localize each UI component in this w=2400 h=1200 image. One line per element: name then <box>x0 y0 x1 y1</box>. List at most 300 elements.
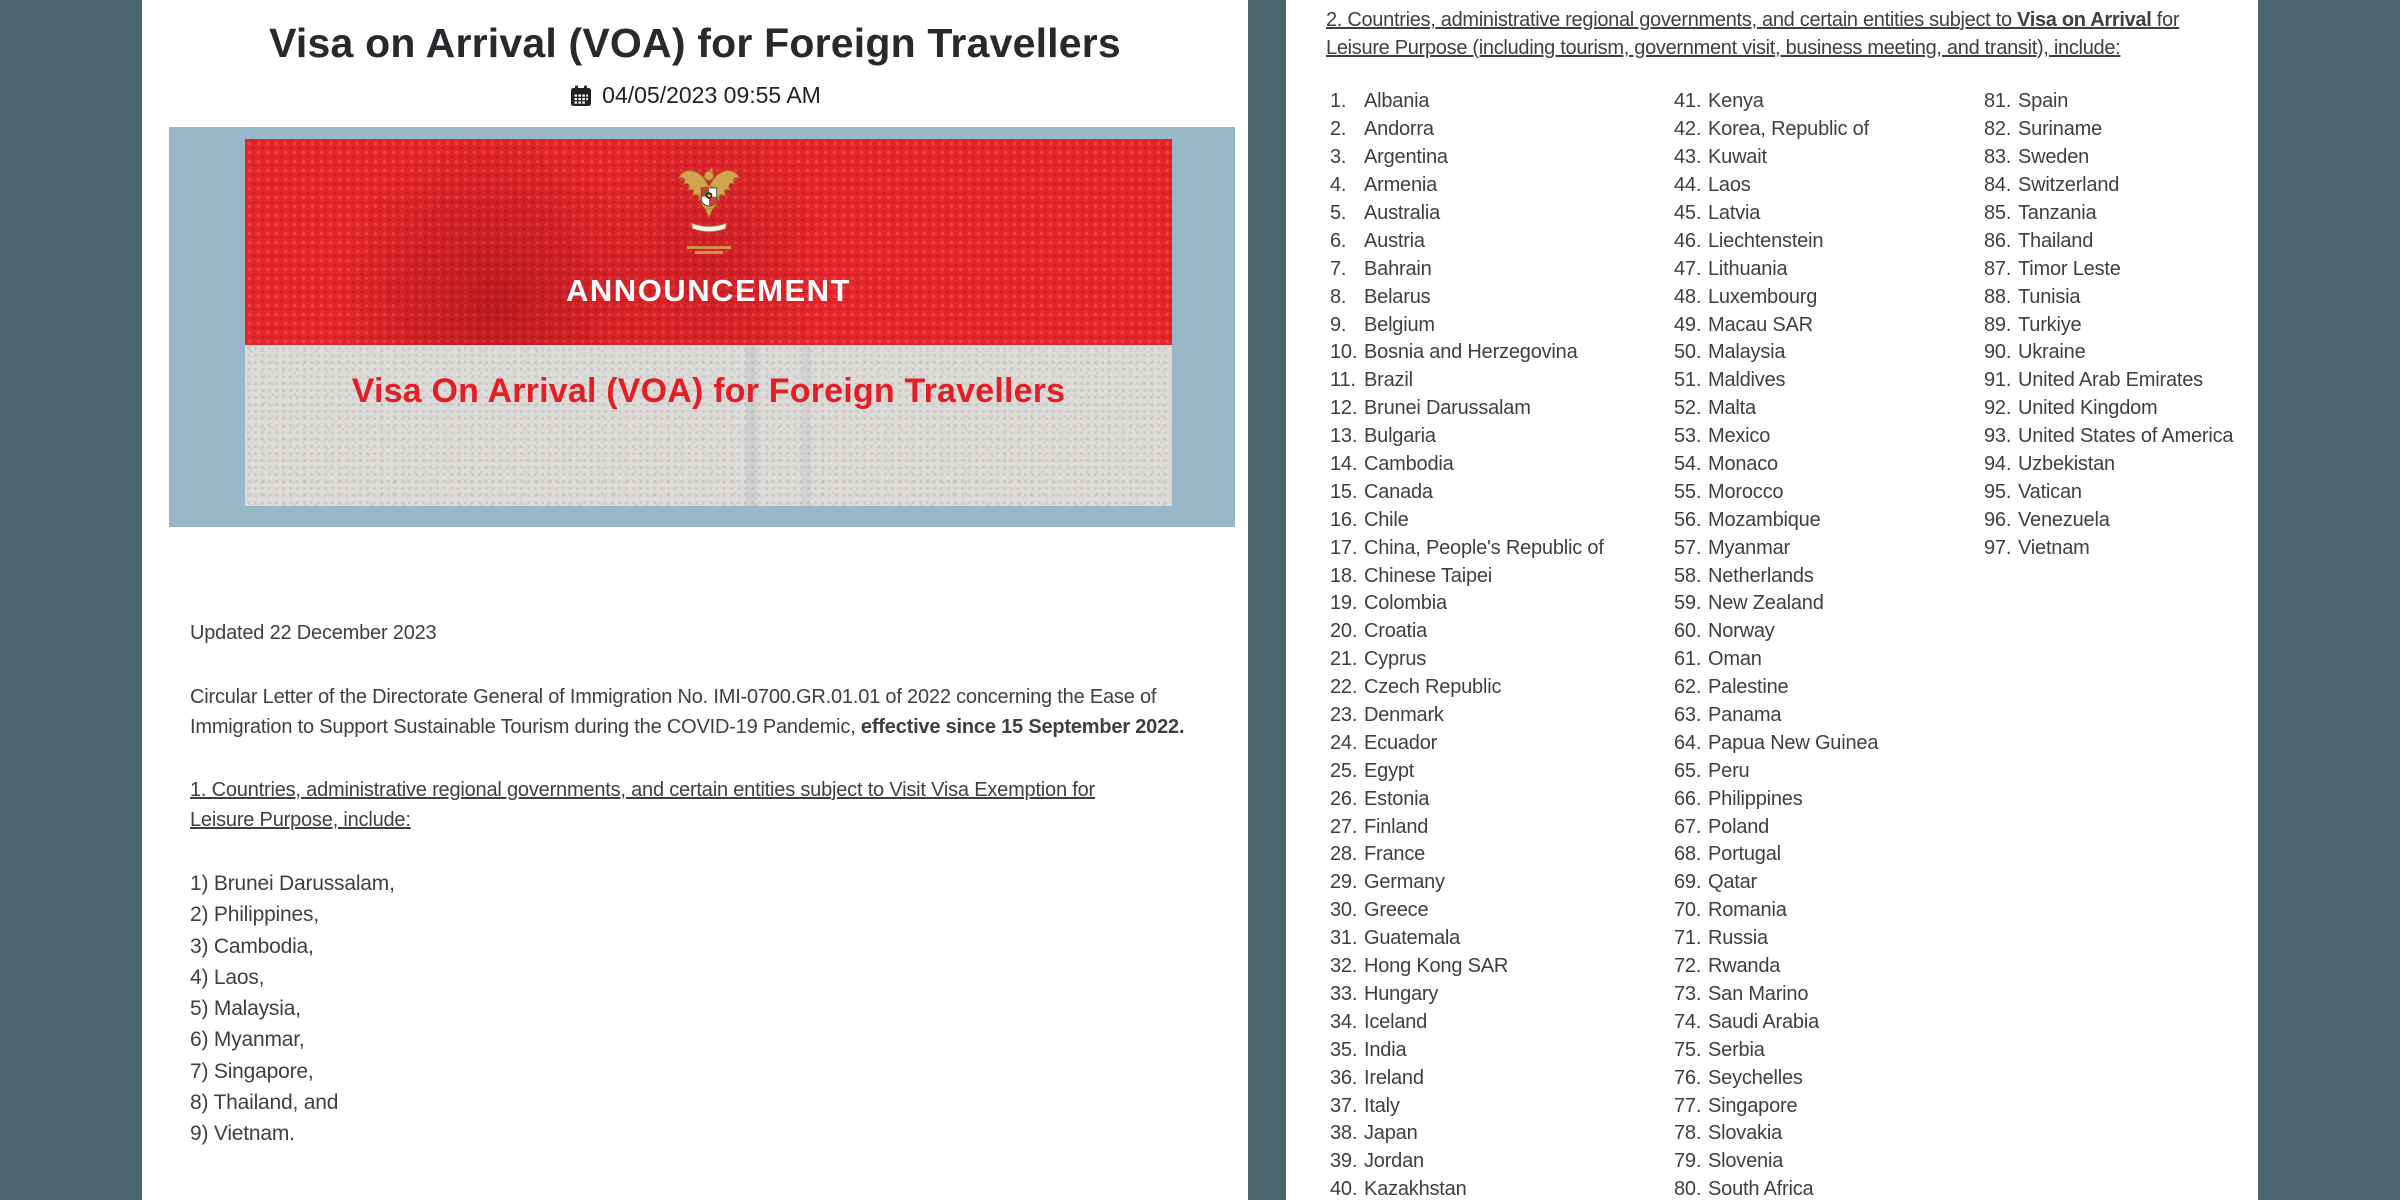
emblem-caption <box>687 246 731 249</box>
country-number: 10. <box>1330 341 1358 364</box>
banner-gray-half <box>245 345 1172 506</box>
country-row <box>1330 618 1604 646</box>
country-row <box>1674 1148 1878 1176</box>
country-number: 20. <box>1330 620 1358 643</box>
country-number: 58. <box>1674 564 1702 587</box>
country-row <box>1330 869 1604 897</box>
announcement-banner-image <box>245 139 1172 506</box>
country-number: 40. <box>1330 1178 1358 1200</box>
country-name: Mozambique <box>1708 508 1821 531</box>
country-number: 50. <box>1674 341 1702 364</box>
country-name: Japan <box>1364 1122 1418 1145</box>
country-name: Russia <box>1708 927 1768 950</box>
country-number: 12. <box>1330 397 1358 420</box>
country-row <box>1330 367 1604 395</box>
country-row <box>1330 1148 1604 1176</box>
country-name: Brazil <box>1364 369 1413 392</box>
section2-heading-line2: Leisure Purpose (including tourism, government visit, business meeting, and transit), include: <box>1326 37 2121 59</box>
country-number: 31. <box>1330 927 1358 950</box>
country-row <box>1984 144 2233 172</box>
country-row <box>1330 227 1604 255</box>
country-row <box>1330 395 1604 423</box>
country-name: Serbia <box>1708 1038 1765 1061</box>
country-row <box>1674 757 1878 785</box>
country-row <box>1674 813 1878 841</box>
country-row <box>1330 144 1604 172</box>
country-name: Bahrain <box>1364 257 1432 280</box>
exempt-list-item: 1) Brunei Darussalam, <box>190 872 395 895</box>
section2-heading-bold: Visa on Arrival <box>2017 9 2152 31</box>
country-row <box>1674 729 1878 757</box>
country-row <box>1330 311 1604 339</box>
country-name: Qatar <box>1708 871 1758 894</box>
country-name: Korea, Republic of <box>1708 118 1869 141</box>
country-row <box>1674 506 1878 534</box>
country-number: 85. <box>1984 202 2012 224</box>
country-number: 30. <box>1330 899 1358 922</box>
country-row <box>1674 534 1878 562</box>
country-row <box>1330 729 1604 757</box>
country-row <box>1330 646 1604 674</box>
country-name: Austria <box>1364 229 1425 252</box>
country-row <box>1330 478 1604 506</box>
country-number: 46. <box>1674 229 1702 252</box>
country-name: Croatia <box>1364 620 1428 643</box>
country-number: 42. <box>1674 118 1702 141</box>
country-number: 55. <box>1674 480 1702 503</box>
country-number: 3. <box>1330 146 1347 169</box>
page-title: Visa on Arrival (VOA) for Foreign Travellers <box>269 20 1121 66</box>
country-number: 52. <box>1674 397 1702 420</box>
country-row <box>1674 981 1878 1009</box>
country-name: Liechtenstein <box>1708 229 1824 252</box>
country-row <box>1984 227 2233 255</box>
country-name: Rwanda <box>1708 955 1781 978</box>
exempt-list-item: 8) Thailand, and <box>190 1091 339 1115</box>
country-row <box>1674 1176 1878 1200</box>
page-right <box>1286 0 2258 1200</box>
country-row <box>1330 925 1604 953</box>
country-row <box>1330 674 1604 702</box>
country-row <box>1330 757 1604 785</box>
country-row <box>1330 116 1604 144</box>
country-name: San Marino <box>1708 982 1809 1005</box>
country-number: 59. <box>1674 592 1702 615</box>
country-name: Albania <box>1364 90 1430 113</box>
country-name: Suriname <box>2018 118 2102 141</box>
country-number: 78. <box>1674 1122 1702 1145</box>
country-number: 17. <box>1330 536 1358 559</box>
calendar-icon <box>569 84 593 108</box>
country-name: Panama <box>1708 704 1782 727</box>
country-name: Chinese Taipei <box>1364 564 1493 587</box>
country-name: Romania <box>1708 899 1787 922</box>
updated-date-text: Updated 22 December 2023 <box>190 622 437 644</box>
country-name: Philippines <box>1708 787 1803 810</box>
country-number: 18. <box>1330 564 1358 587</box>
country-name: Brunei Darussalam <box>1364 397 1531 420</box>
country-name: Malaysia <box>1708 341 1786 364</box>
country-row <box>1984 283 2233 311</box>
exempt-list-item: 5) Malaysia, <box>190 997 301 1021</box>
country-number: 84. <box>1984 174 2012 197</box>
country-number: 35. <box>1330 1038 1358 1061</box>
country-row <box>1674 367 1878 395</box>
country-row <box>1330 200 1604 228</box>
country-number: 65. <box>1674 759 1702 782</box>
country-name: India <box>1364 1038 1407 1061</box>
country-number: 48. <box>1674 285 1702 308</box>
country-number: 96. <box>1984 508 2012 531</box>
country-row <box>1330 451 1604 479</box>
country-row <box>1674 1064 1878 1092</box>
country-row <box>1330 953 1604 981</box>
country-row <box>1674 590 1878 618</box>
country-name: Chile <box>1364 508 1409 531</box>
country-row <box>1330 506 1604 534</box>
country-name: Czech Republic <box>1364 676 1502 699</box>
country-name: Slovakia <box>1708 1122 1782 1145</box>
country-row <box>1674 841 1878 869</box>
country-name: Luxembourg <box>1708 285 1818 308</box>
country-name: Cyprus <box>1364 648 1427 671</box>
emblem-caption <box>695 251 723 254</box>
country-name: Oman <box>1708 648 1762 671</box>
country-number: 43. <box>1674 146 1702 169</box>
exempt-list-item: 3) Cambodia, <box>190 934 314 958</box>
country-name: Iceland <box>1364 1010 1428 1033</box>
country-number: 90. <box>1984 341 2012 364</box>
country-name: Malta <box>1708 397 1756 420</box>
country-name: Monaco <box>1708 453 1778 476</box>
country-name: Spain <box>2018 90 2069 113</box>
country-row <box>1330 534 1604 562</box>
country-row <box>1674 953 1878 981</box>
banner-red-half <box>245 139 1172 345</box>
section2-heading <box>1326 6 2256 62</box>
country-name: Finland <box>1364 815 1429 838</box>
country-number: 61. <box>1674 648 1702 671</box>
banner-headline: Visa On Arrival (VOA) for Foreign Travellers <box>351 372 1066 410</box>
country-row <box>1984 423 2233 451</box>
country-name: Venezuela <box>2018 508 2110 531</box>
country-row <box>1330 813 1604 841</box>
country-name: United Kingdom <box>2018 397 2158 420</box>
country-number: 5. <box>1330 202 1347 224</box>
country-number: 66. <box>1674 787 1702 810</box>
country-number: 77. <box>1674 1094 1702 1117</box>
country-row <box>1674 478 1878 506</box>
country-name: Bosnia and Herzegovina <box>1364 341 1578 364</box>
country-name: Morocco <box>1708 480 1784 503</box>
announcement-banner <box>169 127 1235 527</box>
country-row <box>1984 367 2233 395</box>
country-row <box>1674 339 1878 367</box>
country-row <box>1330 562 1604 590</box>
country-name: Cambodia <box>1364 453 1454 476</box>
country-name: China, People's Republic of <box>1364 536 1604 559</box>
country-name: Kenya <box>1708 90 1764 113</box>
country-name: Tanzania <box>2018 202 2097 224</box>
country-name: Maldives <box>1708 369 1786 392</box>
section1-heading <box>190 775 1206 835</box>
country-row <box>1674 116 1878 144</box>
country-row <box>1984 255 2233 283</box>
country-number: 54. <box>1674 453 1702 476</box>
country-name: Singapore <box>1708 1094 1798 1117</box>
country-row <box>1674 1120 1878 1148</box>
country-name: Greece <box>1364 899 1429 922</box>
country-row <box>1984 506 2233 534</box>
country-name: Latvia <box>1708 202 1761 224</box>
country-number: 11. <box>1330 369 1356 392</box>
country-row <box>1984 534 2233 562</box>
country-number: 36. <box>1330 1066 1358 1089</box>
country-name: Belgium <box>1364 313 1435 336</box>
country-name: Mexico <box>1708 425 1771 448</box>
country-row <box>1984 451 2233 479</box>
country-name: Denmark <box>1364 704 1444 727</box>
country-number: 39. <box>1330 1150 1358 1173</box>
left-body-copy <box>190 618 1206 1150</box>
country-number: 25. <box>1330 759 1358 782</box>
country-number: 29. <box>1330 871 1358 894</box>
country-row <box>1674 172 1878 200</box>
country-number: 47. <box>1674 257 1702 280</box>
country-row <box>1674 227 1878 255</box>
country-name: Guatemala <box>1364 927 1461 950</box>
country-number: 34. <box>1330 1010 1358 1033</box>
country-row <box>1330 785 1604 813</box>
country-row <box>1984 339 2233 367</box>
country-number: 6. <box>1330 229 1347 252</box>
country-column-3 <box>1984 88 2233 562</box>
country-row <box>1330 981 1604 1009</box>
country-number: 60. <box>1674 620 1702 643</box>
country-name: Colombia <box>1364 592 1447 615</box>
country-column-1 <box>1330 88 1604 1200</box>
country-row <box>1674 255 1878 283</box>
country-row <box>1330 339 1604 367</box>
circular-letter-paragraph <box>190 682 1206 742</box>
garuda-emblem-icon <box>676 161 742 254</box>
country-number: 57. <box>1674 536 1702 559</box>
country-number: 1. <box>1330 90 1347 113</box>
country-number: 45. <box>1674 202 1702 224</box>
country-number: 74. <box>1674 1010 1702 1033</box>
country-name: Belarus <box>1364 285 1431 308</box>
country-name: Uzbekistan <box>2018 453 2115 476</box>
country-number: 76. <box>1674 1066 1702 1089</box>
country-name: Saudi Arabia <box>1708 1010 1820 1033</box>
country-number: 69. <box>1674 871 1702 894</box>
country-number: 95. <box>1984 480 2012 503</box>
country-row <box>1674 1008 1878 1036</box>
country-row <box>1984 88 2233 116</box>
country-name: Hungary <box>1364 982 1439 1005</box>
country-number: 16. <box>1330 508 1358 531</box>
country-number: 9. <box>1330 313 1347 336</box>
country-row <box>1674 674 1878 702</box>
country-name: Peru <box>1708 759 1750 782</box>
country-name: Thailand <box>2018 229 2094 252</box>
country-row <box>1984 311 2233 339</box>
country-row <box>1330 1176 1604 1200</box>
country-number: 89. <box>1984 313 2012 336</box>
country-number: 91. <box>1984 369 2012 392</box>
country-number: 44. <box>1674 174 1702 197</box>
country-name: Jordan <box>1364 1150 1424 1173</box>
country-number: 70. <box>1674 899 1702 922</box>
country-row <box>1330 283 1604 311</box>
country-row <box>1330 1064 1604 1092</box>
country-name: Egypt <box>1364 759 1415 782</box>
country-name: Kuwait <box>1708 146 1767 169</box>
country-name: Ukraine <box>2018 341 2086 364</box>
country-number: 23. <box>1330 704 1358 727</box>
country-row <box>1674 646 1878 674</box>
country-number: 4. <box>1330 174 1347 197</box>
country-name: Portugal <box>1708 843 1781 866</box>
country-name: Andorra <box>1364 118 1434 141</box>
country-row <box>1330 1036 1604 1064</box>
country-number: 75. <box>1674 1038 1702 1061</box>
country-number: 28. <box>1330 843 1358 866</box>
country-number: 8. <box>1330 285 1347 308</box>
country-row <box>1330 88 1604 116</box>
country-number: 79. <box>1674 1150 1702 1173</box>
country-name: Australia <box>1364 202 1441 224</box>
country-number: 83. <box>1984 146 2012 169</box>
country-name: Armenia <box>1364 174 1438 197</box>
country-number: 7. <box>1330 257 1347 280</box>
country-row <box>1674 283 1878 311</box>
country-name: Laos <box>1708 174 1751 197</box>
country-number: 53. <box>1674 425 1702 448</box>
country-row <box>1674 144 1878 172</box>
country-name: Poland <box>1708 815 1770 838</box>
country-number: 73. <box>1674 982 1702 1005</box>
country-row <box>1330 423 1604 451</box>
country-row <box>1330 1008 1604 1036</box>
country-number: 62. <box>1674 676 1702 699</box>
country-number: 64. <box>1674 731 1702 754</box>
exempt-list-item: 9) Vietnam. <box>190 1122 295 1146</box>
section2-heading-pre: 2. Countries, administrative regional governments, and certain entities subject to <box>1326 9 2018 31</box>
country-name: Papua New Guinea <box>1708 731 1879 754</box>
country-row <box>1984 116 2233 144</box>
country-row <box>1674 311 1878 339</box>
country-number: 87. <box>1984 257 2012 280</box>
country-row <box>1674 395 1878 423</box>
country-name: Seychelles <box>1708 1066 1803 1089</box>
country-number: 38. <box>1330 1122 1358 1145</box>
country-number: 27. <box>1330 815 1358 838</box>
country-name: New Zealand <box>1708 592 1824 615</box>
country-row <box>1330 1092 1604 1120</box>
country-column-2 <box>1674 88 1878 1200</box>
country-row <box>1674 925 1878 953</box>
country-row <box>1330 172 1604 200</box>
country-name: Tunisia <box>2018 285 2081 308</box>
country-row <box>1674 785 1878 813</box>
country-row <box>1674 451 1878 479</box>
country-number: 13. <box>1330 425 1358 448</box>
country-name: Kazakhstan <box>1364 1178 1467 1200</box>
paragraph-regular: Circular Letter of the Directorate General of Immigration No. IMI-0700.GR.01.01 of 2022 concerning the Ease of Immigration to Support Sustainable Tourism during the COVID-19 Pandemic, <box>190 686 1157 738</box>
country-number: 51. <box>1674 369 1702 392</box>
country-number: 41. <box>1674 90 1702 113</box>
country-number: 37. <box>1330 1094 1358 1117</box>
country-number: 19. <box>1330 592 1358 615</box>
country-name: Ecuador <box>1364 731 1438 754</box>
announcement-label: ANNOUNCEMENT <box>566 273 851 308</box>
country-name: Bulgaria <box>1364 425 1436 448</box>
country-number: 26. <box>1330 787 1358 810</box>
country-number: 49. <box>1674 313 1702 336</box>
country-number: 94. <box>1984 453 2012 476</box>
country-number: 71. <box>1674 927 1702 950</box>
exempt-list-item: 7) Singapore, <box>190 1059 314 1083</box>
country-row <box>1984 478 2233 506</box>
country-row <box>1674 869 1878 897</box>
country-row <box>1674 1092 1878 1120</box>
country-number: 21. <box>1330 648 1358 671</box>
country-name: Switzerland <box>2018 174 2120 197</box>
country-number: 15. <box>1330 480 1358 503</box>
country-row <box>1330 841 1604 869</box>
exempt-list-item: 2) Philippines, <box>190 903 319 927</box>
country-name: France <box>1364 843 1426 866</box>
country-name: Slovenia <box>1708 1150 1784 1173</box>
country-row <box>1984 200 2233 228</box>
country-row <box>1674 200 1878 228</box>
country-number: 80. <box>1674 1178 1702 1200</box>
country-row <box>1674 88 1878 116</box>
country-name: Vietnam <box>2018 536 2090 559</box>
publish-date-row <box>142 82 1248 109</box>
country-number: 33. <box>1330 982 1358 1005</box>
country-name: Sweden <box>2018 146 2090 169</box>
country-row <box>1674 562 1878 590</box>
country-row <box>1984 172 2233 200</box>
country-row <box>1330 897 1604 925</box>
country-name: Netherlands <box>1708 564 1814 587</box>
visa-exemption-list <box>190 868 1206 1150</box>
country-name: Timor Leste <box>2018 257 2121 280</box>
country-name: Germany <box>1364 871 1445 894</box>
country-name: South Africa <box>1708 1178 1814 1200</box>
country-number: 88. <box>1984 285 2012 308</box>
country-row <box>1330 590 1604 618</box>
country-name: Myanmar <box>1708 536 1790 559</box>
country-name: United Arab Emirates <box>2018 369 2203 392</box>
country-name: Turkiye <box>2018 313 2082 336</box>
paragraph-emphasis: effective since 15 September 2022. <box>860 716 1185 738</box>
country-number: 22. <box>1330 676 1358 699</box>
country-row <box>1330 1120 1604 1148</box>
country-name: Ireland <box>1364 1066 1424 1089</box>
section2-heading-post: for <box>2151 9 2180 31</box>
country-name: Hong Kong SAR <box>1364 955 1509 978</box>
country-number: 14. <box>1330 453 1358 476</box>
section1-heading-line1: 1. Countries, administrative regional governments, and certain entities subject to Visit Visa Exemption for <box>190 779 1095 801</box>
country-name: Vatican <box>2018 480 2082 503</box>
exempt-list-item: 4) Laos, <box>190 965 265 989</box>
country-name: Estonia <box>1364 787 1430 810</box>
country-row <box>1674 618 1878 646</box>
country-name: Palestine <box>1708 676 1789 699</box>
